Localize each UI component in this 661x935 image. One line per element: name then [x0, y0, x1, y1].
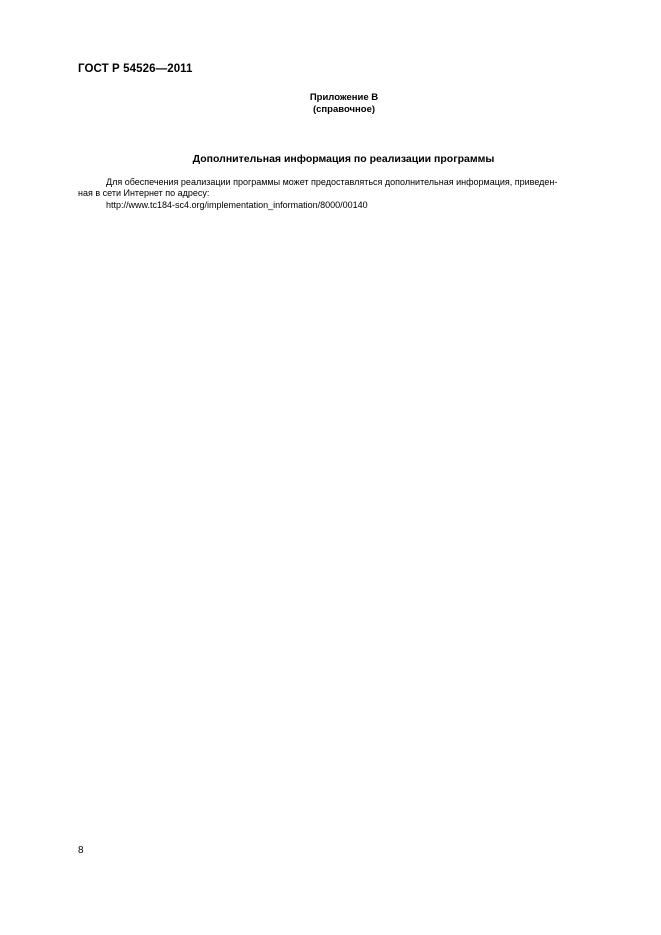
paragraph-line-2: ная в сети Интернет по адресу:	[78, 188, 210, 199]
url-line	[78, 200, 610, 211]
body-paragraph	[78, 177, 610, 211]
section-title: Дополнительная информация по реализации программы	[192, 153, 495, 165]
implementation-info-url[interactable]: http://www.tc184-sc4.org/implementation_information/8000/00140	[106, 199, 368, 210]
annex-type: (справочное)	[312, 103, 376, 115]
paragraph-line-1: Для обеспечения реализации программы может предоставляться дополнительная информация, приведен-	[106, 177, 558, 187]
annex-title: Приложение В	[309, 92, 379, 103]
document-code-header: ГОСТ Р 54526—2011	[78, 63, 193, 75]
annex-heading	[0, 92, 661, 115]
page-number: 8	[78, 845, 84, 856]
